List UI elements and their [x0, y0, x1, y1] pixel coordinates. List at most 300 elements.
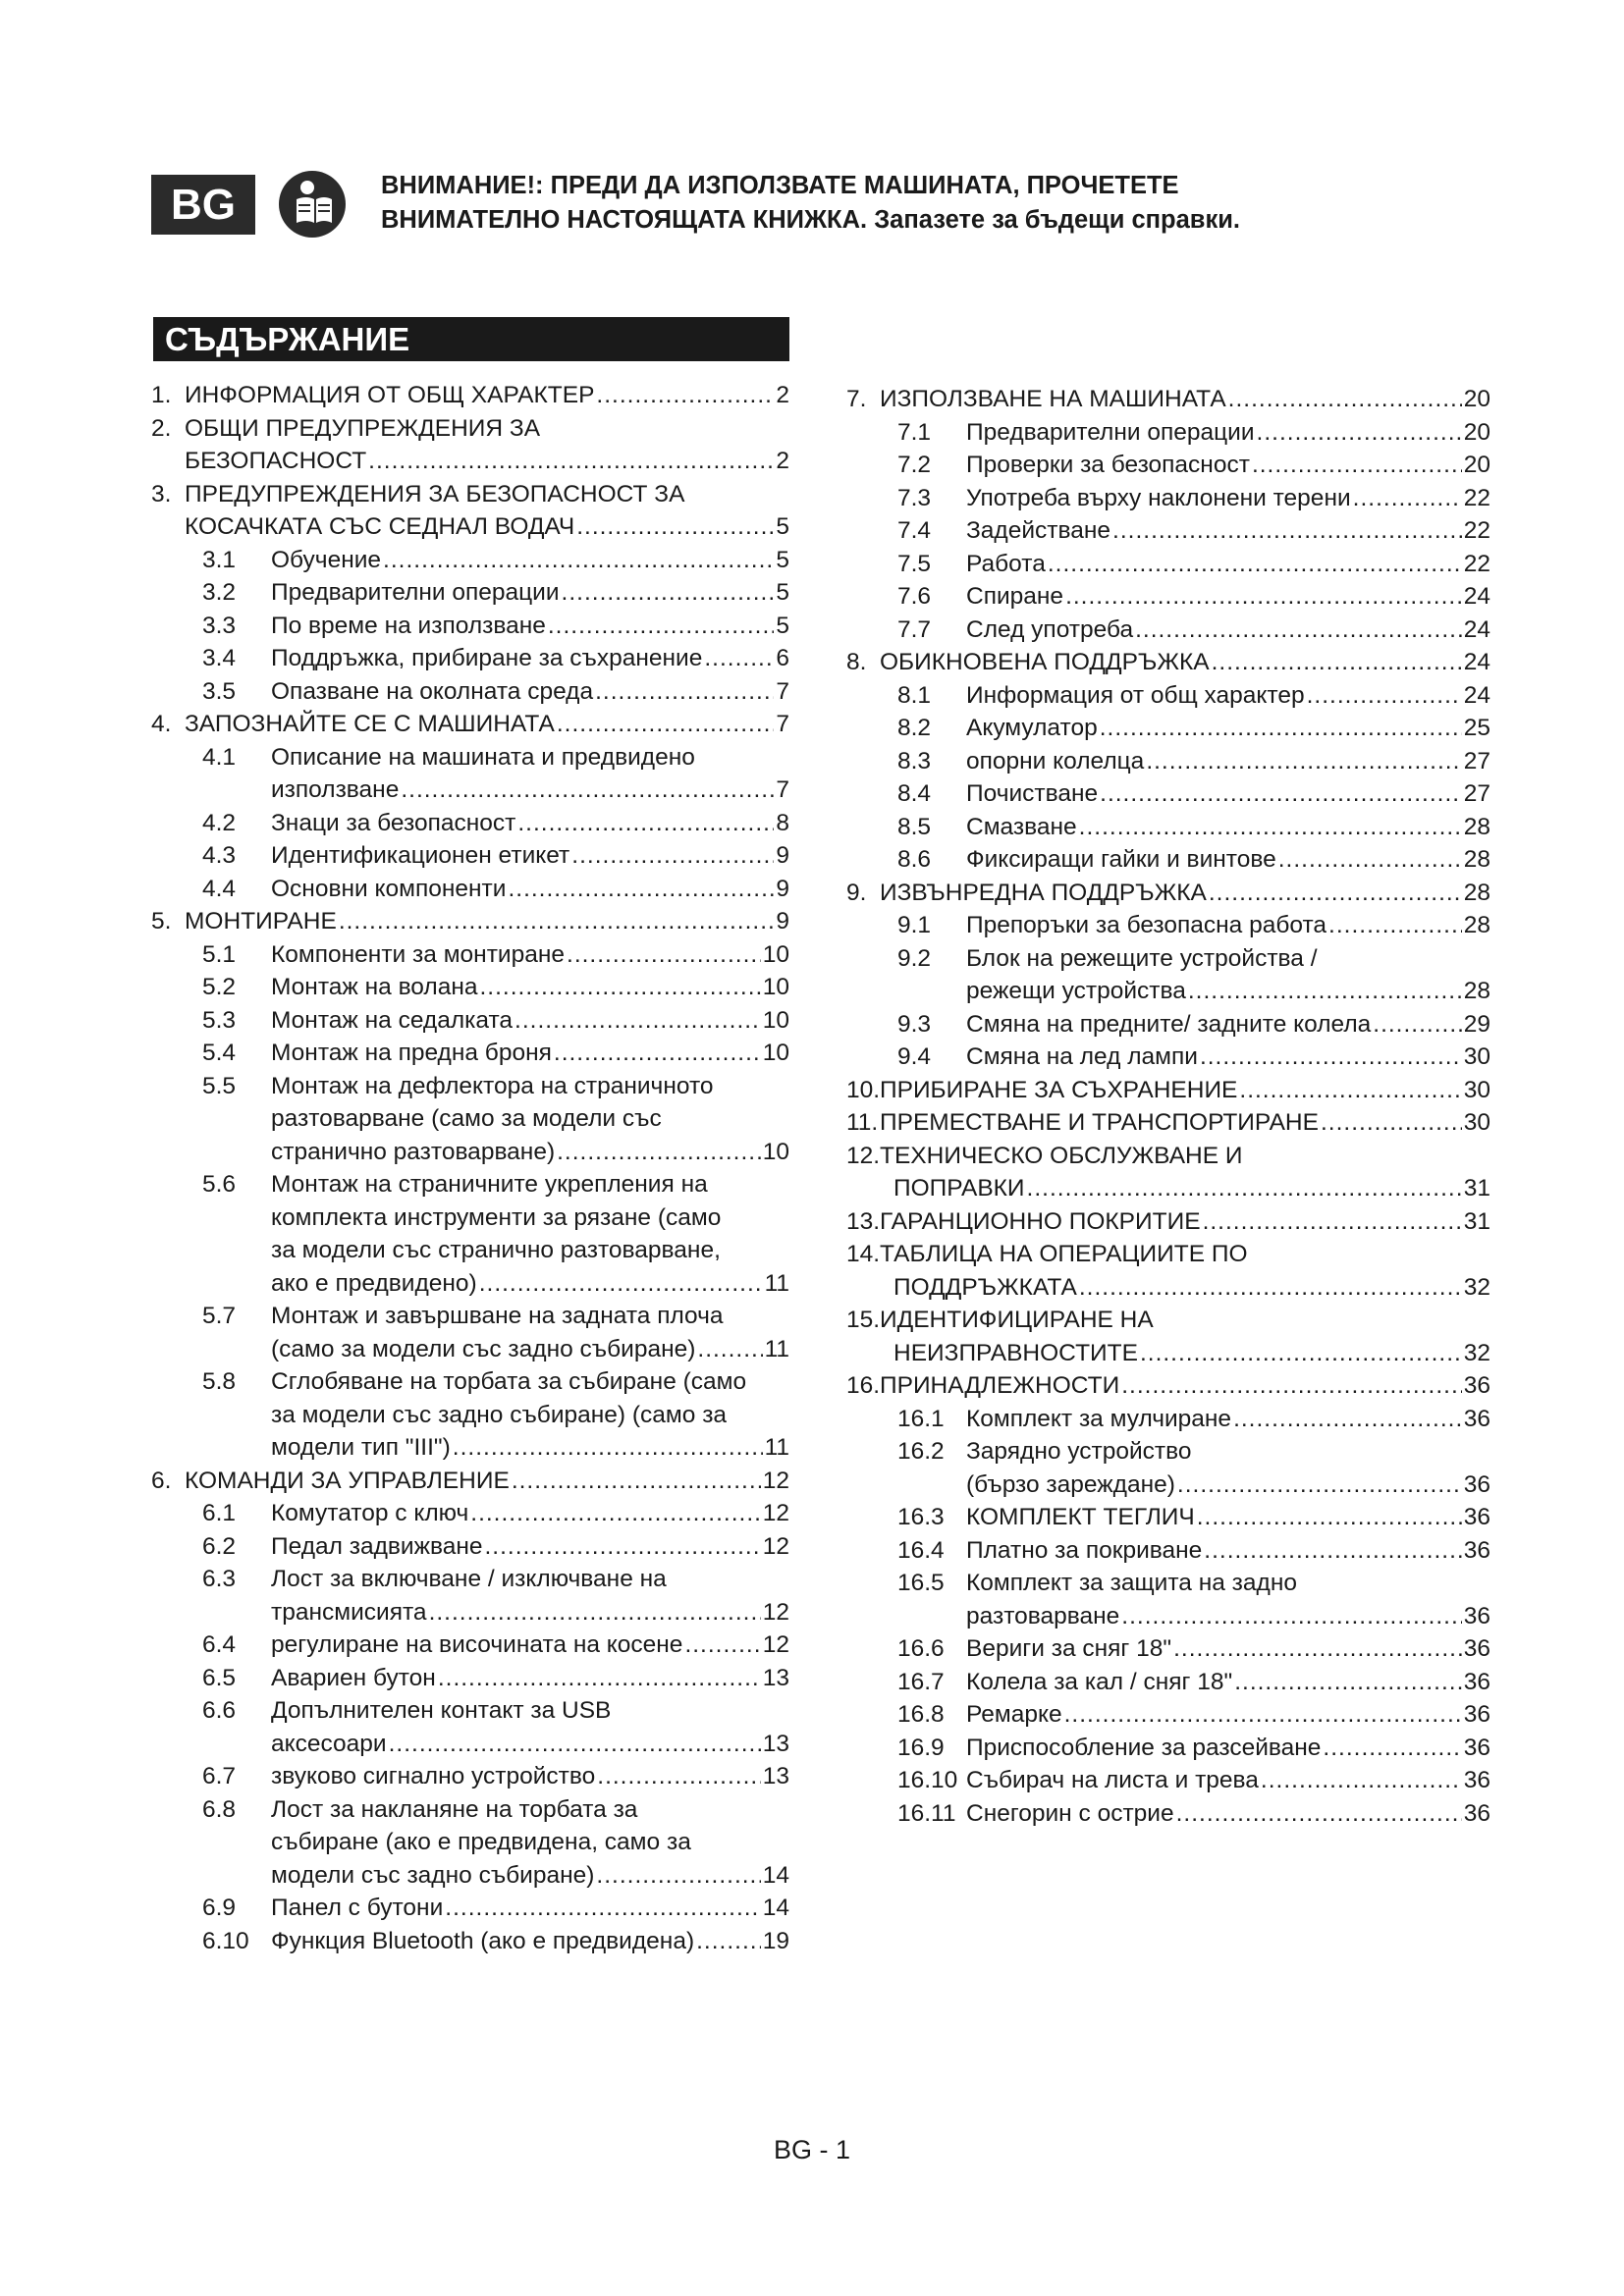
- toc-entry-title: модели тип "III"): [271, 1434, 451, 1461]
- toc-dot-leader: [596, 379, 774, 412]
- toc-dot-leader: [1204, 1534, 1461, 1568]
- toc-entry-title: Акумулатор: [966, 715, 1098, 741]
- toc-dot-leader: [1188, 975, 1462, 1008]
- toc-entry-title: Платно за покриване: [966, 1536, 1203, 1564]
- toc-entry-title: трансмисията: [271, 1598, 427, 1626]
- toc-dot-leader: [684, 1629, 760, 1662]
- toc-entry[interactable]: [151, 1365, 789, 1399]
- toc-dot-leader: [1328, 909, 1462, 942]
- toc-entry[interactable]: [846, 877, 1490, 910]
- toc-entry[interactable]: [846, 1008, 1490, 1041]
- toc-dot-leader: [567, 938, 761, 972]
- toc-entry-page: 32: [1463, 1273, 1490, 1301]
- toc-entry[interactable]: [151, 1530, 789, 1564]
- toc-entry[interactable]: [151, 1563, 789, 1596]
- toc-entry-title: Задействане: [966, 517, 1111, 544]
- toc-dot-leader: [557, 1136, 761, 1169]
- toc-dot-leader: [1252, 449, 1462, 482]
- toc-entry-page: 22: [1463, 484, 1490, 511]
- toc-entry-number: 16.2: [897, 1438, 945, 1465]
- toc-dot-leader: [1212, 646, 1462, 679]
- toc-entry-title: КОМАНДИ ЗА УПРАВЛЕНИЕ: [185, 1467, 510, 1494]
- toc-entry-number: 6.3: [202, 1566, 237, 1592]
- toc-entry-number: 9.2: [897, 944, 932, 972]
- toc-entry[interactable]: [151, 839, 789, 873]
- toc-entry[interactable]: [151, 1300, 789, 1333]
- toc-entry[interactable]: [151, 642, 789, 675]
- toc-entry-page: 20: [1463, 386, 1490, 412]
- toc-entry[interactable]: [846, 1106, 1490, 1140]
- toc-entry-number: 6.7: [202, 1763, 237, 1789]
- toc-dot-leader: [1321, 1106, 1462, 1140]
- toc-entry-page: 11: [764, 1269, 789, 1297]
- toc-entry-number: 7.: [846, 386, 867, 412]
- toc-entry-page: 12: [762, 1500, 789, 1526]
- toc-entry-number: 6.8: [202, 1795, 237, 1823]
- toc-entry[interactable]: [151, 1399, 789, 1432]
- toc-entry-number: 7.6: [897, 583, 932, 610]
- toc-entry[interactable]: [151, 510, 789, 544]
- toc-dot-leader: [339, 905, 775, 938]
- toc-entry-page: 36: [1463, 1701, 1490, 1728]
- toc-entry[interactable]: [846, 1369, 1490, 1403]
- toc-entry-title: Предварителни операции: [966, 418, 1255, 446]
- toc-entry-title: (бързо зареждане): [966, 1470, 1175, 1498]
- toc-entry[interactable]: [846, 1567, 1490, 1600]
- toc-entry-title: Почистване: [966, 780, 1099, 807]
- toc-dot-leader: [1027, 1172, 1462, 1205]
- toc-entry[interactable]: [151, 1004, 789, 1038]
- toc-entry-page: 12: [762, 1532, 789, 1560]
- toc-entry[interactable]: [151, 610, 789, 643]
- toc-entry[interactable]: [846, 843, 1490, 877]
- toc-entry[interactable]: [151, 1333, 789, 1366]
- toc-entry-page: 36: [1463, 1668, 1490, 1695]
- toc-dot-leader: [383, 544, 774, 577]
- toc-dot-leader: [1197, 1501, 1462, 1534]
- toc-entry-number: 16.6: [897, 1635, 945, 1662]
- toc-entry-title: Лост за накланяне на торбата за: [271, 1795, 638, 1823]
- toc-entry-page: 27: [1463, 747, 1490, 774]
- toc-entry-number: 16.8: [897, 1701, 945, 1728]
- toc-entry-title: Сглобяване на торбата за събиране (само: [271, 1368, 747, 1395]
- toc-dot-leader: [479, 1267, 763, 1301]
- toc-entry-page: 27: [1463, 780, 1490, 807]
- toc-entry-page: 9: [776, 875, 789, 902]
- toc-dot-leader: [1100, 777, 1462, 811]
- toc-entry[interactable]: [151, 708, 789, 741]
- toc-entry-page: 5: [776, 546, 789, 573]
- toc-entry-page: 2: [776, 382, 789, 408]
- toc-entry-page: 10: [762, 1138, 789, 1165]
- toc-dot-leader: [401, 774, 774, 807]
- toc-entry-number: 7.4: [897, 517, 932, 544]
- toc-entry[interactable]: [151, 1431, 789, 1465]
- warning-line-2: ВНИМАТЕЛНО НАСТОЯЩАТА КНИЖКА. Запазете за бъдещи справки.: [381, 206, 1240, 234]
- toc-entry-page: 30: [1463, 1043, 1490, 1070]
- toc-entry-number: 1.: [151, 382, 172, 408]
- toc-entry[interactable]: [846, 975, 1490, 1008]
- toc-entry[interactable]: [846, 1698, 1490, 1732]
- toc-entry[interactable]: [151, 1102, 789, 1136]
- toc-entry-title: Описание на машината и предвидено: [271, 743, 695, 771]
- toc-entry-title: Знаци за безопасност: [271, 809, 516, 836]
- toc-entry[interactable]: [846, 1764, 1490, 1797]
- toc-dot-leader: [429, 1596, 761, 1629]
- toc-entry[interactable]: [151, 1793, 789, 1827]
- toc-entry-title: (само за модели със задно събиране): [271, 1335, 696, 1362]
- toc-entry-number: 5.6: [202, 1171, 237, 1198]
- toc-dot-leader: [696, 1925, 761, 1958]
- toc-dot-leader: [1233, 1403, 1462, 1436]
- toc-entry[interactable]: [151, 1694, 789, 1728]
- toc-entry-title: ПРЕДУПРЕЖДЕНИЯ ЗА БЕЗОПАСНОСТ ЗА: [185, 480, 685, 507]
- toc-entry[interactable]: [846, 1468, 1490, 1502]
- toc-entry-number: 4.2: [202, 809, 237, 836]
- toc-entry[interactable]: [846, 942, 1490, 976]
- toc-entry-title: Монтаж и завършване на задната плоча: [271, 1303, 724, 1329]
- toc-dot-leader: [470, 1497, 760, 1530]
- toc-entry[interactable]: [846, 1534, 1490, 1568]
- toc-entry-number: 16.9: [897, 1734, 945, 1761]
- toc-entry-page: 7: [776, 677, 789, 705]
- toc-entry-number: 8.2: [897, 715, 932, 741]
- toc-entry[interactable]: [846, 1271, 1490, 1305]
- toc-entry-number: 7.1: [897, 418, 932, 446]
- toc-dot-leader: [1146, 745, 1461, 778]
- toc-entry[interactable]: [151, 1596, 789, 1629]
- toc-entry-title: ТАБЛИЦА НА ОПЕРАЦИИТЕ ПО: [880, 1241, 1248, 1267]
- toc-entry-number: 6.10: [202, 1927, 249, 1954]
- toc-entry-title: звуково сигнално устройство: [271, 1763, 596, 1789]
- toc-entry[interactable]: [846, 614, 1490, 647]
- toc-entry-number: 3.4: [202, 645, 237, 671]
- toc-entry-page: 36: [1463, 1372, 1490, 1399]
- toc-entry[interactable]: [151, 1662, 789, 1695]
- toc-entry-title: за модели със странично разтоварване,: [271, 1237, 721, 1263]
- toc-dot-leader: [1228, 383, 1462, 416]
- toc-entry-page: 19: [762, 1927, 789, 1954]
- toc-entry[interactable]: [151, 576, 789, 610]
- toc-entry-page: 6: [776, 645, 789, 671]
- toc-entry[interactable]: [846, 1304, 1490, 1337]
- toc-entry-number: 6.5: [202, 1664, 237, 1691]
- toc-entry-page: 29: [1463, 1010, 1490, 1038]
- toc-entry-number: 3.5: [202, 677, 237, 705]
- toc-entry-page: 24: [1463, 583, 1490, 610]
- toc-entry-title: Компоненти за монтиране: [271, 940, 566, 968]
- toc-entry[interactable]: [151, 1728, 789, 1761]
- toc-entry[interactable]: [846, 1732, 1490, 1765]
- warning-notice: [381, 169, 1363, 238]
- toc-dot-leader: [485, 1530, 761, 1564]
- toc-entry[interactable]: [846, 1205, 1490, 1239]
- toc-entry-title: Панел с бутони: [271, 1895, 444, 1921]
- toc-dot-leader: [704, 642, 774, 675]
- toc-entry-number: 7.7: [897, 615, 932, 643]
- toc-entry[interactable]: [151, 938, 789, 972]
- toc-entry-title: Комутатор с ключ: [271, 1500, 469, 1526]
- toc-entry[interactable]: [846, 811, 1490, 844]
- toc-entry-title: комплекта инструменти за рязане (само: [271, 1203, 722, 1231]
- toc-entry-title: ИДЕНТИФИЦИРАНЕ НА: [880, 1307, 1154, 1333]
- toc-entry[interactable]: [846, 1797, 1490, 1831]
- toc-entry-page: 11: [764, 1434, 789, 1461]
- toc-dot-leader: [697, 1333, 762, 1366]
- toc-entry[interactable]: [151, 1760, 789, 1793]
- toc-entry-number: 16.4: [897, 1536, 945, 1564]
- toc-entry-page: 28: [1463, 912, 1490, 938]
- toc-entry-number: 13.: [846, 1207, 881, 1235]
- toc-entry-page: 20: [1463, 418, 1490, 446]
- toc-entry-number: 6.6: [202, 1697, 237, 1724]
- toc-entry[interactable]: [846, 679, 1490, 713]
- toc-entry[interactable]: [846, 909, 1490, 942]
- toc-entry-page: 12: [762, 1631, 789, 1658]
- toc-dot-leader: [548, 610, 774, 643]
- toc-entry[interactable]: [846, 712, 1490, 745]
- toc-dot-leader: [1079, 1271, 1462, 1305]
- toc-entry-number: 5.5: [202, 1072, 237, 1099]
- toc-entry-number: 16.: [846, 1372, 881, 1399]
- toc-entry-page: 36: [1463, 1405, 1490, 1432]
- toc-entry[interactable]: [846, 1501, 1490, 1534]
- toc-dot-leader: [562, 576, 775, 610]
- toc-entry-title: Лост за включване / изключване на: [271, 1566, 667, 1592]
- toc-dot-leader: [1177, 1468, 1462, 1502]
- toc-entry[interactable]: [151, 1136, 789, 1169]
- toc-dot-leader: [508, 873, 774, 906]
- toc-entry[interactable]: [151, 1925, 789, 1958]
- toc-dot-leader: [1100, 712, 1462, 745]
- toc-entry-title: Ремарке: [966, 1701, 1062, 1728]
- toc-entry-page: 31: [1463, 1175, 1490, 1201]
- toc-entry-title: Монтаж на страничните укрепления на: [271, 1171, 708, 1198]
- toc-dot-leader: [1121, 1600, 1461, 1633]
- toc-entry-number: 14.: [846, 1241, 881, 1267]
- toc-entry[interactable]: [151, 1465, 789, 1498]
- toc-entry-page: 32: [1463, 1339, 1490, 1366]
- toc-entry-title: странично разтоварване): [271, 1138, 556, 1165]
- toc-entry-title: Предварителни операции: [271, 579, 560, 606]
- toc-entry-title: Информация от общ характер: [966, 681, 1305, 709]
- toc-entry-title: Комплект за защита на задно: [966, 1570, 1297, 1596]
- toc-entry-title: Смяна на лед лампи: [966, 1043, 1198, 1070]
- toc-entry-title: разтоварване: [966, 1602, 1120, 1629]
- toc-entry-title: ОБЩИ ПРЕДУПРЕЖДЕНИЯ ЗА: [185, 414, 541, 442]
- toc-entry-page: 22: [1463, 550, 1490, 577]
- toc-entry-number: 6.9: [202, 1895, 237, 1921]
- toc-entry-number: 16.5: [897, 1570, 945, 1596]
- toc-dot-leader: [1048, 548, 1462, 581]
- toc-entry[interactable]: [151, 1168, 789, 1201]
- toc-entry-title: Зарядно устройство: [966, 1438, 1192, 1465]
- toc-entry-number: 3.: [151, 480, 172, 507]
- toc-entry[interactable]: [151, 774, 789, 807]
- toc-entry-title: Блок на режещите устройства /: [966, 944, 1318, 972]
- toc-dot-leader: [1323, 1732, 1461, 1765]
- toc-entry-title: Проверки за безопасност: [966, 452, 1250, 478]
- toc-entry[interactable]: [151, 1070, 789, 1103]
- toc-entry-number: 5.: [151, 908, 172, 934]
- toc-entry-title: Идентификационен етикет: [271, 842, 570, 869]
- toc-entry-title: Приспособление за разсейване: [966, 1734, 1322, 1761]
- toc-entry[interactable]: [151, 412, 789, 446]
- toc-entry-title: ОБИКНОВЕНА ПОДДРЪЖКА: [880, 649, 1210, 675]
- toc-entry[interactable]: [151, 1826, 789, 1859]
- toc-entry-title: Монтаж на дефлектора на страничното: [271, 1072, 714, 1099]
- toc-dot-leader: [1353, 482, 1462, 515]
- warning-line-1: ВНИМАНИЕ!: ПРЕДИ ДА ИЗПОЛЗВАТЕ МАШИНАТА, ПРОЧЕТЕТЕ: [381, 172, 1179, 199]
- toc-dot-leader: [576, 510, 774, 544]
- toc-dot-leader: [1239, 1074, 1461, 1107]
- toc-entry-title: ПРИБИРАНЕ ЗА СЪХРАНЕНИЕ: [880, 1076, 1238, 1103]
- toc-entry[interactable]: [846, 1435, 1490, 1468]
- toc-entry-title: КОСАЧКАТА СЪС СЕДНАЛ ВОДАЧ: [185, 513, 575, 540]
- toc-entry-title: Колела за кал / сняг 18": [966, 1668, 1233, 1695]
- toc-entry-page: 36: [1463, 1799, 1490, 1827]
- toc-entry[interactable]: [846, 1074, 1490, 1107]
- toc-entry[interactable]: [151, 379, 789, 412]
- toc-entry-number: 16.1: [897, 1405, 945, 1432]
- toc-entry-page: 2: [776, 448, 789, 474]
- toc-entry-page: 30: [1463, 1076, 1490, 1103]
- toc-entry-title: След употреба: [966, 615, 1134, 643]
- toc-entry[interactable]: [846, 1041, 1490, 1074]
- toc-entry-page: 36: [1463, 1602, 1490, 1629]
- toc-entry-page: 5: [776, 513, 789, 540]
- toc-dot-leader: [1209, 877, 1462, 910]
- toc-entry-page: 14: [762, 1895, 789, 1921]
- toc-entry[interactable]: [151, 1234, 789, 1267]
- toc-entry-page: 36: [1463, 1734, 1490, 1761]
- toc-entry[interactable]: [151, 1629, 789, 1662]
- toc-entry-number: 15.: [846, 1307, 881, 1333]
- toc-entry-number: 12.: [846, 1142, 881, 1169]
- toc-entry[interactable]: [151, 807, 789, 840]
- toc-entry[interactable]: [846, 1238, 1490, 1271]
- toc-dot-leader: [389, 1728, 761, 1761]
- toc-entry[interactable]: [846, 1337, 1490, 1370]
- toc-dot-leader: [596, 1859, 760, 1893]
- toc-entry[interactable]: [846, 745, 1490, 778]
- toc-dot-leader: [1176, 1797, 1462, 1831]
- toc-dot-leader: [557, 708, 775, 741]
- toc-entry[interactable]: [846, 1172, 1490, 1205]
- toc-entry[interactable]: [846, 1403, 1490, 1436]
- toc-entry-title: Употреба върху наклонени терени: [966, 484, 1351, 511]
- toc-entry[interactable]: [846, 777, 1490, 811]
- page-number: BG - 1: [773, 2135, 851, 2164]
- toc-dot-leader: [1373, 1008, 1461, 1041]
- toc-dot-leader: [1140, 1337, 1462, 1370]
- toc-entry-title: Монтаж на предна броня: [271, 1040, 552, 1066]
- toc-entry-page: 12: [762, 1598, 789, 1626]
- toc-entry-title: ИНФОРМАЦИЯ ОТ ОБЩ ХАРАКТЕР: [185, 382, 595, 408]
- toc-entry-title: ПОДДРЪЖКАТА: [893, 1273, 1077, 1301]
- toc-entry-number: 6.1: [202, 1500, 237, 1526]
- toc-dot-leader: [1307, 679, 1462, 713]
- toc-dot-leader: [517, 807, 774, 840]
- language-badge: BG: [151, 175, 255, 235]
- toc-entry[interactable]: [151, 1201, 789, 1235]
- toc-entry-number: 3.2: [202, 579, 237, 606]
- toc-entry-number: 3.3: [202, 612, 237, 639]
- toc-entry[interactable]: [151, 1267, 789, 1301]
- toc-entry-page: 9: [776, 842, 789, 869]
- toc-dot-leader: [512, 1465, 761, 1498]
- toc-dot-leader: [1200, 1041, 1462, 1074]
- toc-entry-title: за модели със задно събиране) (само за: [271, 1401, 728, 1428]
- toc-entry-page: 9: [776, 908, 789, 934]
- toc-entry-number: 8.6: [897, 846, 932, 873]
- toc-entry[interactable]: [846, 548, 1490, 581]
- toc-entry-number: 5.4: [202, 1040, 237, 1066]
- toc-entry-title: разтоварване (само за модели със: [271, 1105, 662, 1132]
- toc-entry[interactable]: [846, 482, 1490, 515]
- toc-entry-number: 5.2: [202, 974, 237, 1000]
- toc-dot-leader: [453, 1431, 763, 1465]
- toc-entry-page: 8: [776, 809, 789, 836]
- toc-entry[interactable]: [846, 646, 1490, 679]
- toc-entry-title: ПРИНАДЛЕЖНОСТИ: [880, 1372, 1120, 1399]
- toc-entry[interactable]: [151, 675, 789, 709]
- toc-entry[interactable]: [846, 1140, 1490, 1173]
- toc-entry-page: 10: [762, 940, 789, 968]
- toc-entry[interactable]: [151, 544, 789, 577]
- toc-entry-page: 10: [762, 1006, 789, 1034]
- toc-entry[interactable]: [151, 1497, 789, 1530]
- toc-entry-title: ТЕХНИЧЕСКО ОБСЛУЖВАНЕ И: [880, 1142, 1243, 1169]
- toc-entry[interactable]: [151, 741, 789, 774]
- toc-entry-title: събиране (ако е предвидена, само за: [271, 1829, 691, 1855]
- toc-entry-number: 5.8: [202, 1368, 237, 1395]
- toc-entry[interactable]: [846, 449, 1490, 482]
- toc-entry-number: 7.5: [897, 550, 932, 577]
- toc-entry-number: 4.3: [202, 842, 237, 869]
- toc-entry[interactable]: [846, 1666, 1490, 1699]
- toc-entry-title: Събирач на листа и трева: [966, 1767, 1259, 1793]
- toc-entry[interactable]: [846, 383, 1490, 416]
- toc-entry[interactable]: [151, 1892, 789, 1925]
- toc-dot-leader: [1079, 811, 1462, 844]
- toc-entry-page: 24: [1463, 649, 1490, 675]
- toc-entry-title: ако е предвидено): [271, 1269, 477, 1297]
- toc-entry[interactable]: [846, 416, 1490, 450]
- toc-entry-page: 36: [1463, 1470, 1490, 1498]
- toc-entry[interactable]: [151, 445, 789, 478]
- toc-entry-page: 36: [1463, 1504, 1490, 1530]
- toc-entry[interactable]: [846, 1600, 1490, 1633]
- toc-entry-number: 6.4: [202, 1631, 237, 1658]
- toc-entry[interactable]: [151, 1037, 789, 1070]
- toc-entry[interactable]: [846, 1632, 1490, 1666]
- toc-entry[interactable]: [846, 580, 1490, 614]
- toc-entry-title: Монтаж на седалката: [271, 1006, 514, 1034]
- toc-dot-leader: [571, 839, 774, 873]
- toc-entry-title: Педал задвижване: [271, 1532, 483, 1560]
- toc-entry-title: ПРЕМЕСТВАНЕ И ТРАНСПОРТИРАНЕ: [880, 1109, 1319, 1136]
- toc-entry[interactable]: [846, 514, 1490, 548]
- toc-entry-page: 28: [1463, 846, 1490, 873]
- toc-entry[interactable]: [151, 905, 789, 938]
- toc-entry[interactable]: [151, 971, 789, 1004]
- toc-entry[interactable]: [151, 478, 789, 511]
- toc-dot-leader: [479, 971, 760, 1004]
- toc-entry[interactable]: [151, 1859, 789, 1893]
- toc-entry[interactable]: [151, 873, 789, 906]
- toc-entry-page: 36: [1463, 1536, 1490, 1564]
